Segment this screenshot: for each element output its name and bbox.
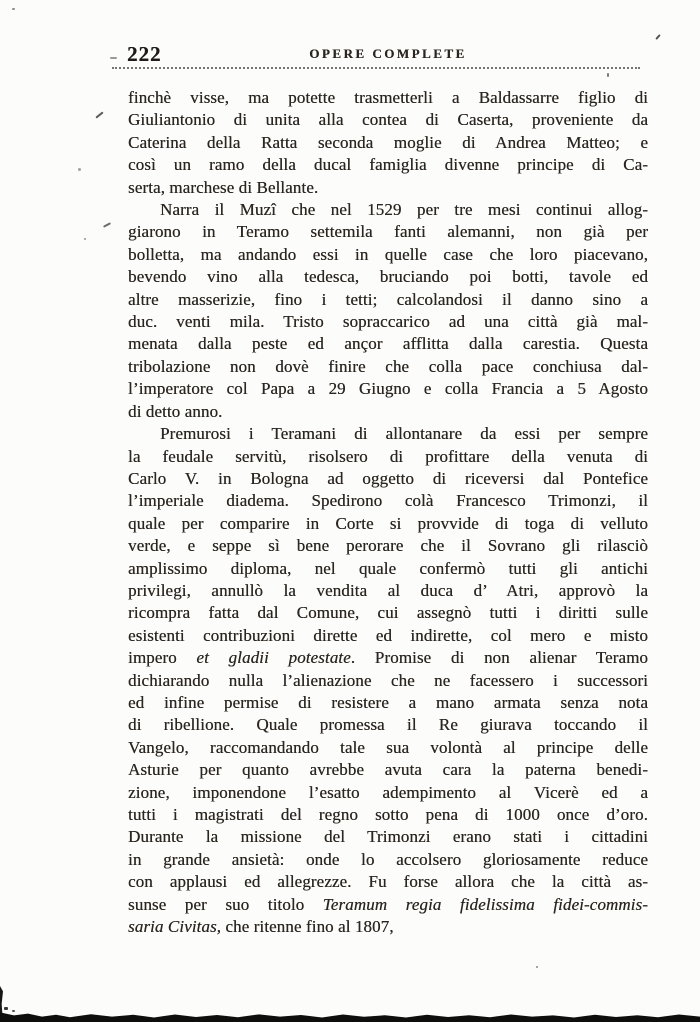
text-line: Carlo V. in Bologna ad oggetto di riceversi dal Pontefice (128, 468, 648, 488)
text-line: finchè visse, ma potette trasmetterli a Baldassarre figlio di (128, 88, 648, 107)
text-line: Asturie per quanto avrebbe avuta cara la paterna benedi- (128, 760, 648, 780)
text-line: ed infine permise di resistere a mano armata senza nota (128, 692, 648, 712)
scan-artifact (95, 111, 103, 118)
text-line: Vangelo, raccomandando tale sua volontà al principe delle (128, 737, 648, 757)
text-line: saria Civitas, che ritenne fino al 1807, (128, 917, 394, 937)
text-line: Narra il Muzî che nel 1529 per tre mesi continui allog- (160, 200, 648, 220)
text-line: dichiarando nulla l’alienazione che ne facessero i successori (128, 670, 648, 690)
text-line: tutti i magistrati del regno sotto pena di 1000 once d’oro. (128, 805, 648, 824)
scan-artifact (655, 34, 661, 40)
body-text (128, 87, 648, 938)
scan-artifact (78, 168, 81, 171)
text-line: verde, e seppe sì bene perorare che il Sovrano gli rilasciò (128, 536, 648, 556)
scan-artifact (536, 966, 538, 968)
text-line: zione, imponendone l’esatto adempimento al Vicerè ed a (128, 782, 648, 802)
text-line: amplissimo diploma, nel quale confermò tutti gli antichi (128, 558, 648, 578)
text-line: altre masserizie, fino i tetti; calcolandosi il danno sino a (128, 289, 648, 309)
text-line: con applausi ed allegrezze. Fu forse allora che la città as- (128, 872, 648, 892)
scan-artifact (110, 57, 117, 59)
text-line: bevendo vino alla tedesca, bruciando poi botti, tavole ed (128, 267, 648, 287)
page-number: 222 (127, 42, 162, 66)
text-line: quale per comparire in Corte si provvide di toga di velluto (128, 513, 648, 533)
text-line: bolletta, ma andando essi in quelle case che loro piacevano, (128, 244, 648, 264)
text-line: sunse per suo titolo Teramum regia fidelissima fidei-commis- (128, 894, 648, 914)
scan-artifact (12, 8, 15, 10)
text-line: impero et gladii potestate. Promise di non alienar Teramo (128, 648, 648, 668)
scan-artifact (12, 1010, 15, 1012)
scan-artifact (103, 222, 111, 228)
text-line: in grande ansietà: onde lo accolsero gloriosamente reduce (128, 849, 648, 869)
text-line: ricompra fatta dal Comune, cui assegnò tutti i diritti sulle (128, 603, 648, 623)
text-line: di ribellione. Quale promessa il Re giurava toccando il (128, 715, 648, 735)
text-line: serta, marchese di Bellante. (128, 177, 319, 197)
text-line: tribolazione non dovè finire che colla pace conchiusa dal- (128, 356, 648, 376)
text-line: l’imperiale diadema. Spedirono colà Francesco Trimonzi, il (128, 491, 648, 511)
text-line: la feudale servitù, risolsero di profittare della venuta di (128, 446, 648, 466)
scan-artifact (4, 1007, 8, 1010)
header-rule (112, 67, 640, 69)
text-line: di detto anno. (128, 401, 223, 421)
scan-bottom-edge (0, 1010, 700, 1022)
text-line: menata dalla peste ed ançor afflitta dalla carestia. Questa (128, 334, 648, 354)
text-line: Durante la missione del Trimonzi erano stati i cittadini (128, 827, 648, 847)
text-line: così un ramo della ducal famiglia divenne principe di Ca- (128, 155, 648, 175)
text-line: Giuliantonio di unita alla contea di Caserta, proveniente da (128, 110, 648, 130)
text-line: Caterina della Ratta seconda moglie di Andrea Matteo; e (128, 132, 648, 152)
text-line: esistenti contribuzioni dirette ed indirette, col mero e misto (128, 625, 648, 645)
text-line: duc. venti mila. Tristo sopraccarico ad una città già mal- (128, 312, 648, 332)
text-line: privilegi, annullò la vendita al duca d’ Atri, approvò la (128, 580, 648, 600)
scan-artifact (84, 238, 86, 240)
running-title: OPERE COMPLETE (309, 46, 467, 61)
text-line: l’imperatore col Papa a 29 Giugno e colla Francia a 5 Agosto (128, 379, 648, 399)
text-line: giarono in Teramo settemila fanti alemanni, non già per (128, 222, 648, 242)
text-line: Premurosi i Teramani di allontanare da essi per sempre (160, 424, 648, 444)
scan-artifact (607, 73, 609, 77)
